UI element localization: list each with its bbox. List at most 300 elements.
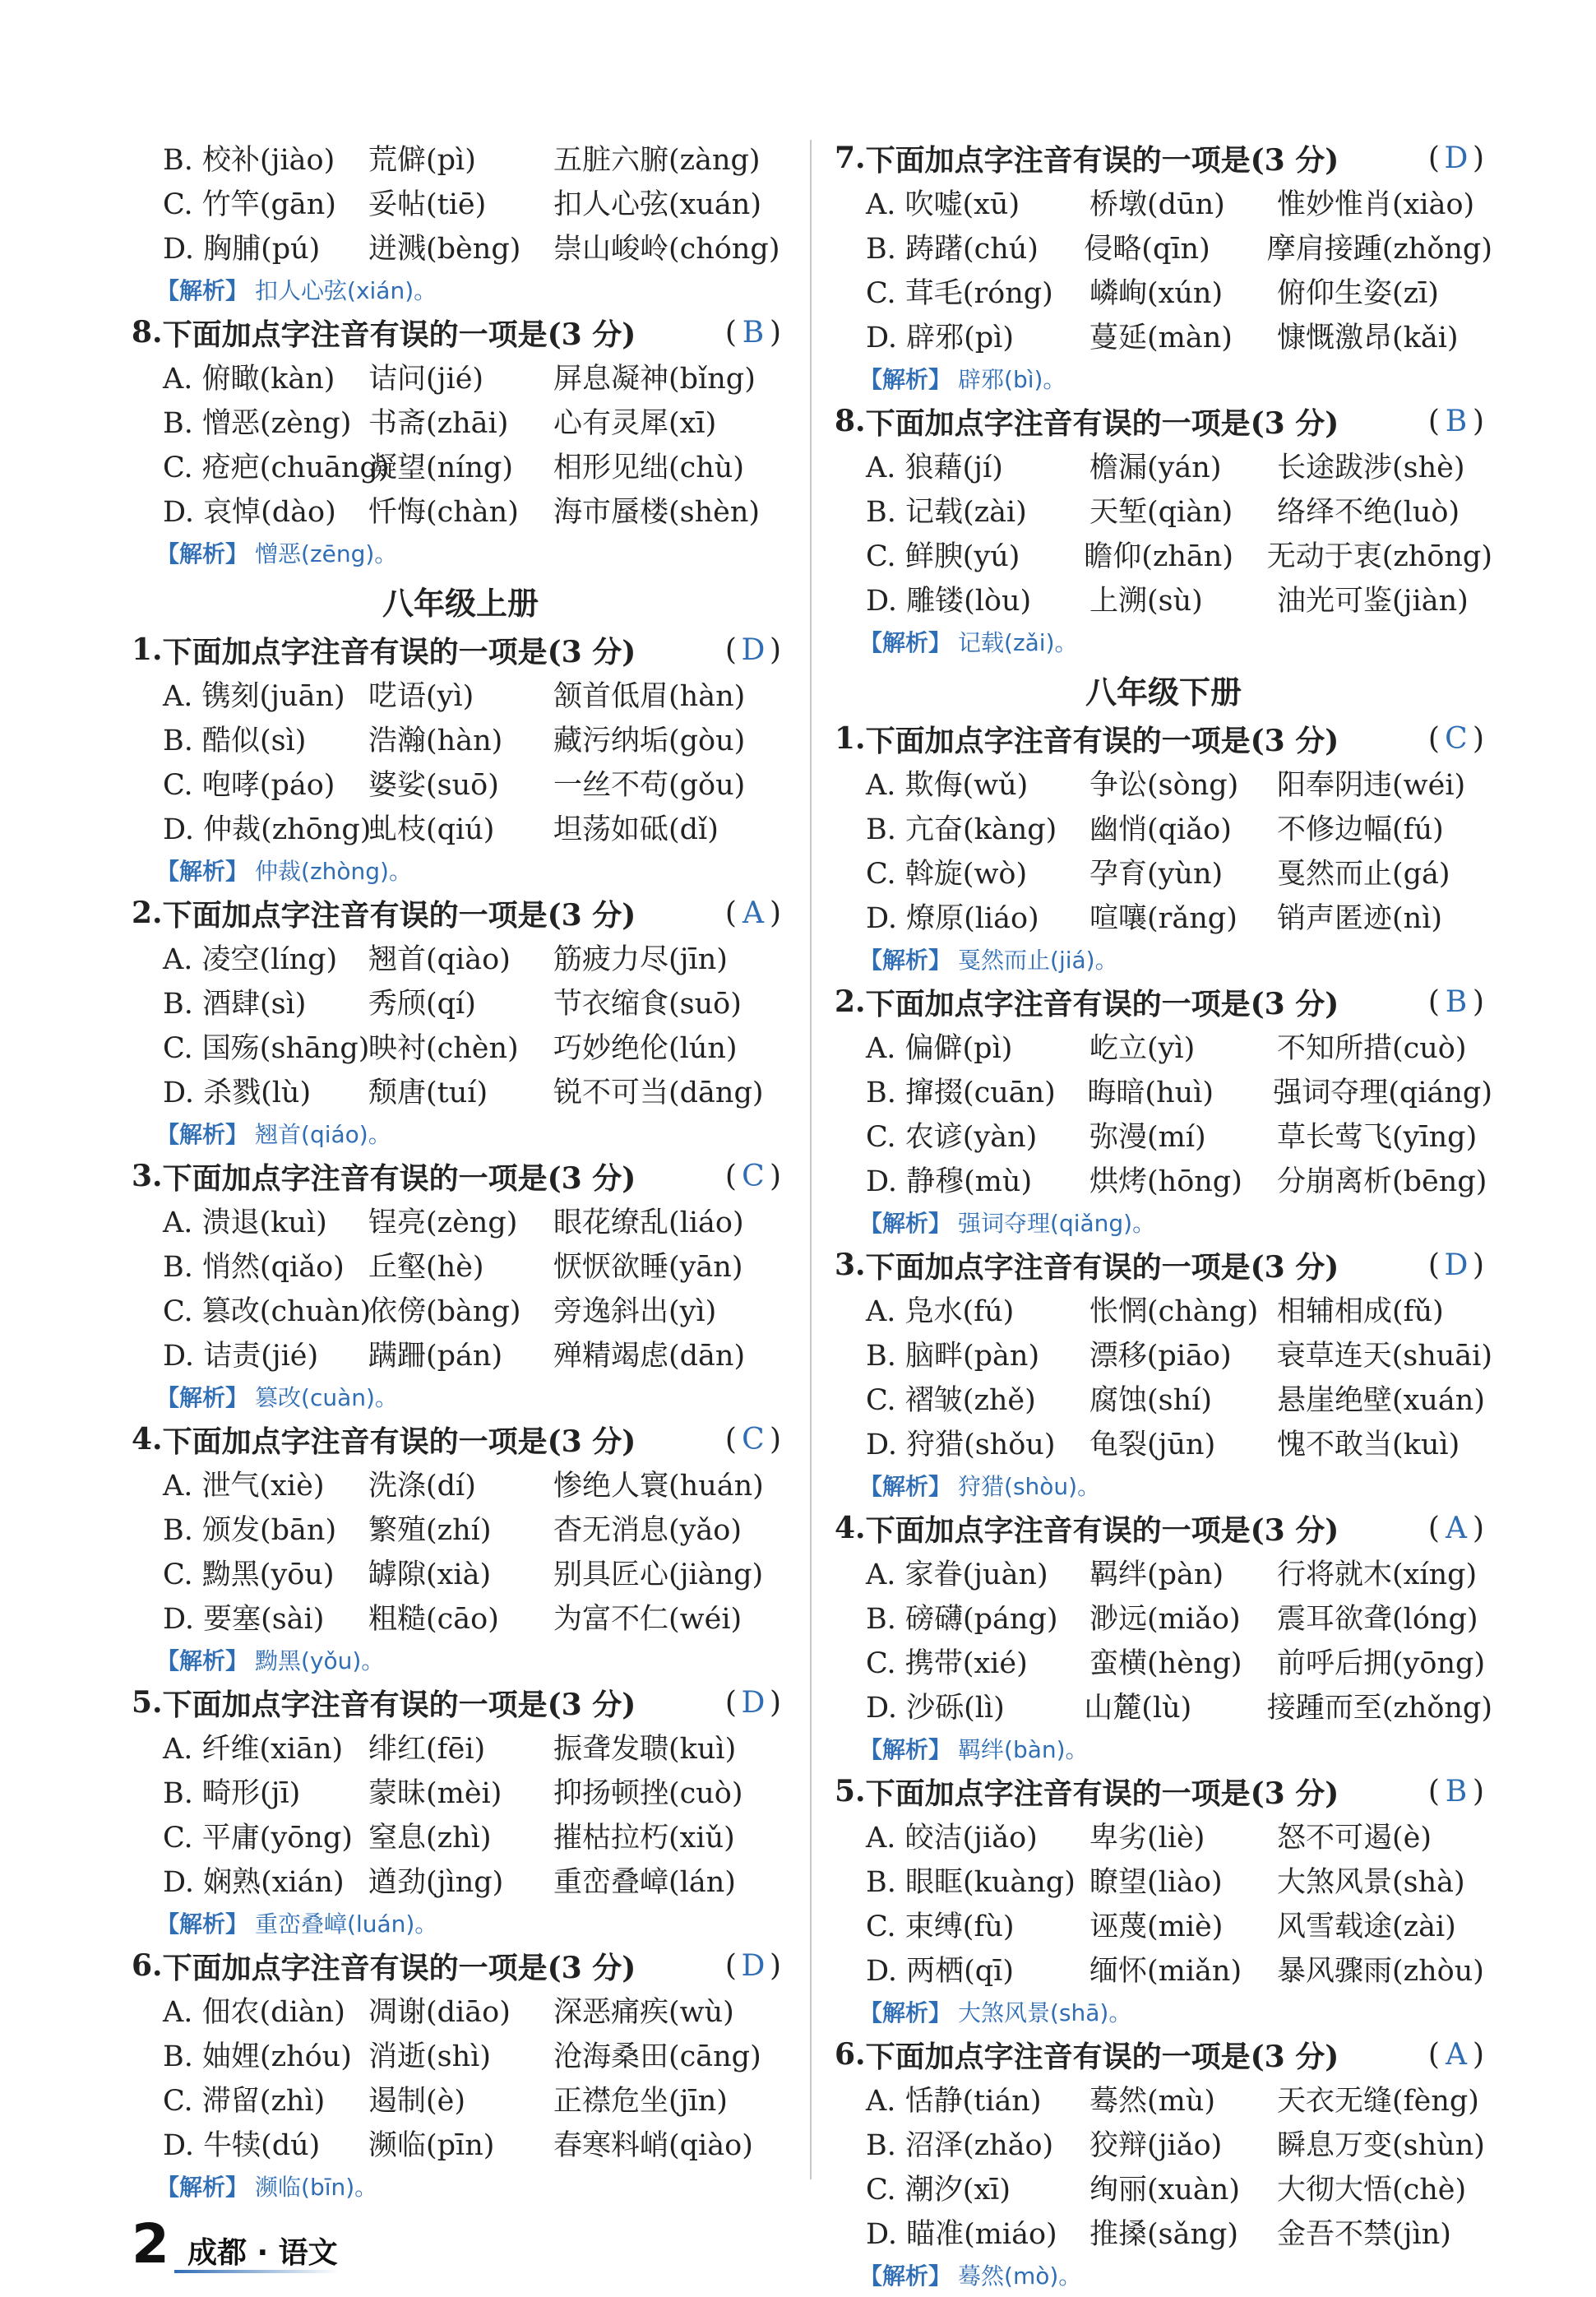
option-item: 嶙峋(xún) [1089,277,1224,310]
option-item: A. 凌空(líng) [163,943,338,976]
option-row [132,716,789,761]
answer-close: ) [769,1422,781,1456]
option-row [835,488,1492,532]
answer-close: ) [1472,141,1484,175]
option-item: C. 滞留(zhì) [163,2085,326,2118]
analysis-text: 憎恶(zēng)。 [255,540,398,567]
question-head [835,1506,1492,1550]
question-text: 下面加点字注音有误的一项是(3 分) [162,1687,636,1722]
option-item: D. 仲裁(zhōng) [163,813,372,846]
option-row [132,1506,789,1550]
answer-box [725,1686,781,1720]
option-item: D. 牛犊(dú) [163,2129,321,2162]
analysis-tag: 【解析】 [859,366,952,393]
option-row [835,1113,1492,1157]
question-head [132,628,789,672]
option-item: D. 两栖(qī) [866,1955,1014,1988]
option-item: C. 茸毛(róng) [866,277,1053,310]
option-item: 书斋(zhāi) [368,407,509,440]
analysis-text: 蓦然(mò)。 [958,2262,1082,2290]
answer-letter: D [741,1685,766,1720]
option-item: B. 酷似(sì) [163,725,307,757]
question-block [835,1506,1492,1769]
analysis-line [835,1465,1492,1506]
option-item: B. 悄然(qiǎo) [163,1251,345,1284]
option-item: C. 潮汐(xī) [866,2174,1011,2207]
question-text: 下面加点字注音有误的一项是(3 分) [865,1776,1339,1811]
option-item: 戛然而止(gá) [1277,858,1450,891]
option-item: 不知所措(cuò) [1277,1032,1467,1065]
question-text: 下面加点字注音有误的一项是(3 分) [162,1160,636,1196]
analysis-text: 强词夺理(qiǎng)。 [958,1210,1156,1237]
option-item: 瞻仰(zhān) [1084,540,1233,573]
option-item: D. 哀悼(dào) [163,496,336,529]
question-head [835,979,1492,1024]
analysis-text: 大煞风景(shā)。 [958,1999,1132,2026]
option-item: 重峦叠嶂(lán) [553,1866,736,1899]
option-item: A. 吹嘘(xū) [866,188,1020,221]
option-row [132,2121,789,2165]
question-block [132,1417,789,1680]
analysis-tag: 【解析】 [859,1473,952,1500]
question-text: 下面加点字注音有误的一项是(3 分) [865,142,1339,178]
option-item: B. 眼眶(kuàng) [866,1866,1076,1899]
option-item: 喧嚷(rǎng) [1089,902,1237,935]
answer-letter: B [1445,984,1468,1019]
option-item: 蓦然(mù) [1089,2085,1216,2118]
option-item: 繁殖(zhí) [368,1514,492,1547]
option-row [835,1024,1492,1068]
answer-box [725,1160,781,1193]
option-item: 筋疲力尽(jīn) [553,943,728,976]
option-item: 濒临(pīn) [368,2129,495,2162]
option-item: B. 憎恶(zèng) [163,407,352,440]
question-number: 6. [132,1948,163,1983]
analysis-text: 扣人心弦(xián)。 [255,277,437,304]
analysis-tag: 【解析】 [859,947,952,974]
option-item: A. 家眷(juàn) [866,1558,1048,1591]
analysis-text: 黝黑(yǒu)。 [255,1647,385,1674]
question-block [835,979,1492,1243]
option-item: B. 妯娌(zhóu) [163,2040,352,2073]
option-item: 摧枯拉朽(xiǔ) [553,1822,735,1855]
option-item: 怅惘(chàng) [1089,1295,1259,1328]
option-item: 恹恹欲睡(yān) [553,1251,743,1284]
option-item: 争讼(sòng) [1089,769,1239,802]
column-divider [810,140,812,2179]
option-item: 卑劣(liè) [1089,1822,1205,1855]
question-block [132,891,789,1154]
analysis-tag: 【解析】 [859,1999,952,2026]
analysis-text: 濒临(bīn)。 [255,2174,378,2201]
option-item: C. 平庸(yōng) [163,1822,353,1855]
option-item: 映衬(chèn) [368,1032,519,1065]
answer-open: ( [1427,721,1440,756]
option-item: 行将就木(xíng) [1277,1558,1478,1591]
option-item: D. 辟邪(pì) [866,322,1014,354]
option-row [835,1420,1492,1465]
option-item: B. 踌躇(chú) [866,233,1039,266]
option-item: 正襟危坐(jīn) [553,2085,728,2118]
answer-open: ( [724,1685,737,1720]
option-item: 檐漏(yán) [1089,452,1222,484]
option-item: 坦荡如砥(dǐ) [553,813,719,846]
option-item: A. 溃退(kuì) [163,1206,327,1239]
option-item: 凋谢(diāo) [368,1996,511,2029]
option-item: 遏制(è) [368,2085,466,2118]
answer-close: ) [769,1948,781,1983]
option-row [835,1639,1492,1683]
answer-close: ) [1472,721,1484,756]
question-text: 下面加点字注音有误的一项是(3 分) [162,1950,636,1985]
option-row [132,1287,789,1331]
option-item: 慷慨激昂(kǎi) [1277,322,1459,354]
option-item: 孕育(yùn) [1089,858,1224,891]
answer-close: ) [769,1159,781,1193]
answer-open: ( [724,632,737,667]
question-number: 1. [132,632,163,667]
option-item: 洗涤(dí) [368,1470,476,1503]
option-item: 杳无消息(yǎo) [553,1514,742,1547]
analysis-text: 羁绊(bàn)。 [958,1736,1089,1763]
option-item: 油光可鉴(jiàn) [1277,585,1469,618]
question-block [132,628,789,891]
option-row [132,2077,789,2121]
analysis-tag: 【解析】 [156,277,249,304]
option-item: 大煞风景(shà) [1277,1866,1465,1899]
option-row [132,1331,789,1376]
question-block [835,136,1492,399]
answer-close: ) [769,1685,781,1720]
option-row [132,1813,789,1858]
option-item: 长途跋涉(shè) [1277,452,1465,484]
option-item: 一丝不苟(gǒu) [553,769,746,802]
option-item: B. 撺掇(cuān) [866,1077,1056,1109]
option-item: 秀颀(qí) [368,988,476,1021]
question-text: 下面加点字注音有误的一项是(3 分) [162,1424,636,1459]
option-item: 上溯(sù) [1089,585,1203,618]
answer-box [1428,1248,1484,1282]
left-column [132,136,789,2207]
option-item: 衰草连天(shuāi) [1276,1340,1492,1373]
option-item: B. 畸形(jī) [163,1777,301,1810]
section-title: 八年级下册 [1085,674,1242,711]
page-number: 2 [132,2212,169,2276]
question-text: 下面加点字注音有误的一项是(3 分) [865,405,1339,441]
question-head [835,716,1492,761]
question-number: 6. [835,2037,866,2072]
option-item: D. 燎原(liáo) [866,902,1039,935]
answer-letter: A [1445,2037,1467,2072]
option-item: 春寒料峭(qiào) [553,2129,753,2162]
analysis-tag: 【解析】 [156,1910,249,1938]
option-item: 相形见绌(chù) [553,452,744,484]
analysis-line [835,358,1492,399]
question-head [132,891,789,935]
question-head [835,136,1492,180]
option-row [132,979,789,1024]
option-item: 风雪载途(zài) [1277,1910,1456,1943]
analysis-tag: 【解析】 [859,629,952,656]
option-item: 心有灵犀(xī) [553,407,717,440]
option-item: 呓语(yì) [368,680,474,713]
analysis-line [132,1902,789,1943]
answer-open: ( [1427,1248,1440,1282]
option-item: 旁逸斜出(yì) [553,1295,717,1328]
answer-open: ( [724,896,737,930]
analysis-line [835,621,1492,662]
option-item: 婆娑(suō) [368,769,499,802]
answer-box [1428,985,1484,1019]
option-item: 罅隙(xià) [368,1558,492,1591]
option-item: 弥漫(mí) [1089,1121,1206,1154]
option-item: 悬崖绝壁(xuán) [1277,1384,1485,1417]
option-item: 大彻大悟(chè) [1277,2174,1467,2207]
option-item: D. 胸脯(pú) [163,233,321,266]
option-item: C. 褶皱(zhě) [866,1384,1036,1417]
option-row [835,1550,1492,1595]
answer-open: ( [1427,984,1440,1019]
option-row [835,894,1492,938]
option-item: 蔓延(màn) [1089,322,1233,354]
question-number: 7. [835,141,866,175]
answer-box [725,633,781,667]
option-item: C. 竹竿(gān) [163,188,336,221]
option-item: 前呼后拥(yōng) [1277,1647,1486,1680]
option-item: D. 瞄准(miáo) [866,2218,1057,2251]
question-number: 2. [132,896,163,930]
analysis-line [132,532,789,573]
answer-close: ) [1472,1774,1484,1808]
analysis-tag: 【解析】 [156,1121,249,1148]
question-block [835,399,1492,662]
option-item: C. 疮疤(chuāng) [163,452,390,484]
option-item: C. 携带(xié) [866,1647,1028,1680]
analysis-text: 翘首(qiáo)。 [255,1121,391,1148]
option-item: 屹立(yì) [1089,1032,1196,1065]
analysis-line [835,1202,1492,1243]
option-item: 荒僻(pì) [368,144,476,177]
option-item: 山麓(lù) [1084,1692,1192,1725]
answer-close: ) [769,632,781,667]
question-number: 1. [835,721,866,756]
answer-open: ( [1427,2037,1440,2072]
answer-open: ( [724,1159,737,1193]
option-item: C. 农谚(yàn) [866,1121,1038,1154]
question-head [835,2032,1492,2077]
option-row [835,577,1492,621]
analysis-line [132,1113,789,1154]
option-row [132,1858,789,1902]
option-row [835,180,1492,225]
option-item: 锐不可当(dāng) [553,1077,764,1109]
option-row [132,180,789,225]
option-row [835,1858,1492,1902]
analysis-text: 重峦叠嶂(luán)。 [255,1910,438,1938]
option-item: A. 泄气(xiè) [163,1470,325,1503]
option-row [835,1813,1492,1858]
option-item: B. 颁发(bān) [163,1514,337,1547]
option-item: 阳奉阴违(wéi) [1277,769,1466,802]
option-item: 推搡(sǎng) [1089,2218,1239,2251]
question-number: 4. [132,1422,163,1456]
answer-open: ( [1427,141,1440,175]
option-row [132,1595,789,1639]
option-item: 分崩离析(bēng) [1277,1165,1487,1198]
question-text: 下面加点字注音有误的一项是(3 分) [865,723,1339,758]
option-item: 不修边幅(fú) [1277,813,1444,846]
option-item: 颔首低眉(hàn) [553,680,746,713]
question-number: 5. [835,1774,866,1808]
option-item: A. 俯瞰(kàn) [163,363,335,396]
option-item: 蒙昧(mèi) [368,1777,502,1810]
option-item: B. 脑畔(pàn) [866,1340,1040,1373]
option-row [835,1947,1492,1991]
option-item: 草长莺飞(yīng) [1277,1121,1478,1154]
analysis-text: 辟邪(bì)。 [958,366,1066,393]
option-row [835,805,1492,850]
option-item: 蛮横(hèng) [1089,1647,1242,1680]
option-item: 销声匿迹(nì) [1277,902,1443,935]
analysis-text: 仲裁(zhòng)。 [255,858,412,885]
question-head [132,1943,789,1988]
question-text: 下面加点字注音有误的一项是(3 分) [162,317,636,352]
option-item: 绯红(fēi) [368,1733,486,1766]
option-row [132,1550,789,1595]
analysis-text: 戛然而止(jiá)。 [958,947,1118,974]
question-number: 3. [132,1159,163,1193]
answer-open: ( [724,315,737,350]
option-item: 锃亮(zèng) [368,1206,518,1239]
answer-letter: D [1444,141,1469,175]
answer-box [1428,1512,1484,1545]
option-item: 惟妙惟肖(xiào) [1277,188,1475,221]
answer-letter: C [742,1159,765,1193]
option-item: 妥帖(tiē) [368,188,487,221]
option-item: 振聋发聩(kuì) [553,1733,737,1766]
analysis-line [132,1376,789,1417]
analysis-tag: 【解析】 [859,1210,952,1237]
option-item: 粗糙(cāo) [368,1603,499,1636]
answer-box [1428,1775,1484,1808]
option-item: 俯仰生姿(zī) [1277,277,1439,310]
answer-letter: C [1445,721,1468,756]
option-item: 羁绊(pàn) [1089,1558,1224,1591]
answer-open: ( [1427,404,1440,438]
option-item: D. 娴熟(xián) [163,1866,345,1899]
analysis-tag: 【解析】 [156,540,249,567]
book-title: 成都 · 语文 [187,2236,338,2270]
answer-letter: D [741,632,766,667]
previous-question-options [132,136,789,310]
option-item: 侵略(qīn) [1084,233,1210,266]
option-item: 漂移(piāo) [1089,1340,1232,1373]
answer-open: ( [1427,1511,1440,1545]
question-block [835,1769,1492,2032]
option-row [132,761,789,805]
option-item: 怒不可遏(è) [1277,1822,1432,1855]
option-row [835,1595,1492,1639]
option-row [835,443,1492,488]
option-item: 摩肩接踵(zhǒng) [1266,233,1492,266]
option-row [132,1769,789,1813]
answer-open: ( [1427,1774,1440,1808]
option-row [835,1068,1492,1113]
question-block [835,2032,1492,2295]
option-item: 强词夺理(qiáng) [1273,1077,1492,1109]
option-row [835,1157,1492,1202]
option-item: A. 恬静(tián) [866,2085,1042,2118]
option-item: C. 篡改(chuàn) [163,1295,372,1328]
analysis-line [132,850,789,891]
option-item: 沧海桑田(cāng) [553,2040,761,2073]
option-item: 无动于衷(zhōng) [1266,540,1492,573]
option-item: D. 沙砾(lì) [866,1692,1005,1725]
option-item: 藏污纳垢(gòu) [553,725,746,757]
analysis-text: 篡改(cuàn)。 [255,1384,398,1411]
answer-close: ) [1472,984,1484,1019]
analysis-line [835,938,1492,979]
option-row [132,2032,789,2077]
answer-letter: A [742,896,764,930]
option-row [132,1461,789,1506]
option-item: C. 黝黑(yōu) [163,1558,335,1591]
question-head [132,1680,789,1725]
answer-open: ( [724,1422,737,1456]
option-item: 络绎不绝(luò) [1277,496,1460,529]
option-item: 海市蜃楼(shèn) [553,496,761,529]
option-item: B. 磅礴(páng) [866,1603,1058,1636]
option-item: 节衣缩食(suō) [553,988,742,1021]
analysis-tag: 【解析】 [156,2174,249,2201]
option-item: 巧妙绝伦(lún) [553,1032,738,1065]
option-row [835,225,1492,269]
option-item: 屏息凝神(bǐng) [553,363,756,396]
option-item: C. 斡旋(wò) [866,858,1028,891]
option-item: 晦暗(huì) [1087,1077,1214,1109]
option-row [835,2077,1492,2121]
option-item: 龟裂(jūn) [1089,1429,1216,1461]
question-block [835,1243,1492,1506]
option-item: 窒息(zhì) [368,1822,492,1855]
question-head [132,1417,789,1461]
option-item: 抑扬顿挫(cuò) [553,1777,743,1810]
option-item: C. 束缚(fù) [866,1910,1015,1943]
answer-letter: D [741,1948,766,1983]
footer-accent-line [174,2270,339,2273]
answer-letter: C [742,1422,765,1456]
answer-letter: D [1444,1248,1469,1282]
option-row [835,313,1492,358]
question-number: 2. [835,984,866,1019]
option-row [132,443,789,488]
option-item: D. 静穆(mù) [866,1165,1033,1198]
question-head [132,1154,789,1198]
option-row [835,1331,1492,1376]
question-block [835,716,1492,979]
option-item: 虬枝(qiú) [368,813,495,846]
option-item: 凝望(níng) [368,452,513,484]
answer-close: ) [1472,404,1484,438]
option-row [132,225,789,269]
question-text: 下面加点字注音有误的一项是(3 分) [865,1249,1339,1285]
option-item: A. 欺侮(wǔ) [866,769,1029,802]
option-item: A. 狼藉(jí) [866,452,1003,484]
question-number: 3. [835,1248,866,1282]
question-block [132,310,789,573]
option-row [132,1988,789,2032]
analysis-text: 记载(zǎi)。 [958,629,1078,656]
